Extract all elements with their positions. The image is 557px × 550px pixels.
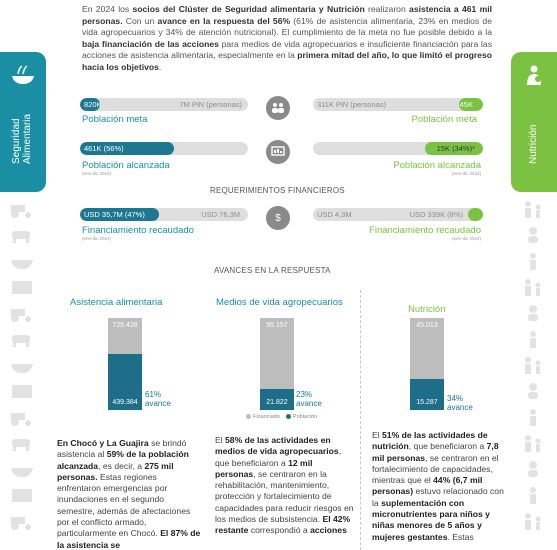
sa-fin-required: USD 76,3M bbox=[201, 210, 240, 219]
text-nutricion: El 51% de las actividades de nutrición, que beneficiaron a 7,8 mil personas, se centraron en el fortalecimiento de capacidades, mientras que el 44% (6,7 mil personas) estuvo relacionado con la suplementación con micronutrientes para niños y niñas menores de 5 años y mujeres gestantes. Estas bbox=[372, 430, 504, 542]
pct-medios: 23% avance bbox=[296, 390, 322, 408]
mother-child-icon bbox=[521, 64, 547, 86]
sa-meta-pin: 7M PiN (personas) bbox=[179, 100, 242, 109]
nut-fin-value: USD 4,3M bbox=[317, 210, 352, 219]
stack-reached-nutricion: 15.287 bbox=[410, 379, 444, 410]
people-icon bbox=[266, 96, 290, 120]
family-icon bbox=[519, 200, 547, 218]
person-icon bbox=[519, 330, 547, 348]
sa-fin-bar bbox=[80, 208, 248, 221]
tractor-icon bbox=[8, 408, 36, 426]
cow-icon bbox=[8, 226, 36, 244]
column-divider bbox=[360, 290, 361, 550]
sa-meta-value: 820K bbox=[84, 100, 102, 109]
bowl-icon bbox=[8, 252, 36, 270]
pct-asistencia: 61% avance bbox=[145, 390, 171, 408]
family-icon bbox=[519, 434, 547, 452]
tractor-icon bbox=[8, 512, 36, 530]
col-title-asistencia: Asistencia alimentaria bbox=[70, 297, 163, 308]
tractor-icon bbox=[8, 304, 36, 322]
avances-title: AVANCES EN LA RESPUESTA bbox=[214, 266, 331, 275]
nut-meta-bar bbox=[313, 98, 483, 111]
stack-financed-medios: 95.157 bbox=[260, 318, 294, 389]
tab-seguridad-alimentaria[interactable] bbox=[0, 52, 46, 192]
text-medios: El 58% de las actividades en medios de vida agropecuarios, que beneficiaron a 12 mil personas, se centraron en la rehabilitación, mantenimiento, protección y fortalecimiento de capacidades para reducir riesgos en los medios de subsistencia. El 42% restante correspondió a acciones bbox=[215, 435, 354, 536]
baby-icon bbox=[519, 226, 547, 244]
baby-icon bbox=[519, 382, 547, 400]
nut-fin-caption: Financiamiento recaudado bbox=[369, 225, 481, 236]
col-title-medios: Medios de vida agropecuarios bbox=[216, 297, 343, 308]
baby-icon bbox=[519, 304, 547, 322]
nut-reached-value: 15K (34%)* bbox=[436, 144, 475, 153]
crate-icon bbox=[8, 486, 36, 504]
col-title-nutricion: Nutrición bbox=[408, 304, 446, 315]
presentation-icon bbox=[266, 140, 290, 164]
stack-financed-asistencia: 725.428 bbox=[108, 318, 142, 354]
legend-reached: Población bbox=[286, 414, 317, 420]
tab-nutricion[interactable] bbox=[511, 52, 557, 192]
chart-legend bbox=[246, 414, 317, 420]
stack-nutricion bbox=[410, 318, 444, 410]
stack-medios bbox=[260, 318, 294, 410]
ghost-icons-left bbox=[8, 200, 36, 530]
crate-icon bbox=[8, 382, 36, 400]
sa-reached-note: (ene-dic 2024) bbox=[82, 171, 112, 176]
nut-reached-bar bbox=[313, 142, 483, 155]
bowl-icon bbox=[8, 356, 36, 374]
person-icon bbox=[519, 252, 547, 270]
sa-meta-bar bbox=[80, 98, 248, 111]
person-icon bbox=[519, 408, 547, 426]
baby-icon bbox=[519, 460, 547, 478]
stack-asistencia bbox=[108, 318, 142, 410]
tractor-icon bbox=[8, 200, 36, 218]
sa-fin-note: (ene-dic 2024) bbox=[82, 236, 112, 241]
family-icon bbox=[519, 512, 547, 530]
legend-financed: Financiado bbox=[246, 414, 280, 420]
financial-title: REQUERIMIENTOS FINANCIEROS bbox=[210, 186, 345, 195]
nut-fin-note: (ene-dic 2024) bbox=[451, 236, 481, 241]
ghost-icons-right bbox=[519, 200, 547, 530]
sa-reached-caption: Población alcanzada bbox=[82, 160, 170, 171]
family-icon bbox=[519, 278, 547, 296]
sa-meta-caption: Población meta bbox=[82, 114, 148, 125]
bowl-icon bbox=[8, 460, 36, 478]
money-bag-icon: $ bbox=[266, 206, 290, 230]
stack-reached-medios: 21.822 bbox=[260, 389, 294, 410]
intro-paragraph: En 2024 los socios del Clúster de Seguridad alimentaria y Nutrición realizaron asistencia a 461 mil personas. Con un avance en la respuesta del 56% (61% de asistencia alimentaria, 23% en medios de vida agropecuarios y 34% de atención nutricional). El cumplimiento de la meta no fue posible debido a la baja financiación de las acciones para medios de vida agropecuarios e insuficiente financiación para las acciones de asistencia alimentaria, especialmente en la primera mitad del año, lo que limitó el progreso hacia los objetivos. bbox=[82, 4, 493, 72]
left-sidebar bbox=[0, 0, 46, 550]
tab-label-nutricion: Nutrición bbox=[528, 124, 539, 164]
stack-reached-asistencia: 439.384 bbox=[108, 354, 142, 410]
nut-fin-bar bbox=[313, 208, 483, 221]
cow-icon bbox=[8, 434, 36, 452]
nut-meta-caption: Población meta bbox=[411, 114, 477, 125]
family-icon bbox=[519, 356, 547, 374]
right-sidebar bbox=[511, 0, 557, 550]
nut-reached-note: (ene-dic 2024) bbox=[451, 171, 481, 176]
stack-financed-nutricion: 45.013 bbox=[410, 318, 444, 379]
pct-nutricion: 34% avance bbox=[447, 394, 473, 412]
crate-icon bbox=[8, 278, 36, 296]
tab-label-seguridad: Seguridad Alimentaria bbox=[11, 113, 33, 164]
sa-fin-caption: Financiamiento recaudado bbox=[82, 225, 194, 236]
nut-meta-value: 45K bbox=[459, 100, 473, 109]
nut-fin-fill bbox=[468, 208, 483, 221]
sa-fin-value: USD 35,7M (47%) bbox=[84, 210, 145, 219]
nut-reached-caption: Población alcanzada bbox=[393, 160, 481, 171]
person-icon bbox=[519, 486, 547, 504]
sa-reached-bar bbox=[80, 142, 248, 155]
nut-meta-pin: 311K PiN (personas) bbox=[317, 100, 387, 109]
text-asistencia: En Chocó y La Guajira se brindó asistencia al 59% de la población alcanzada, es decir, a 275 mil personas. Estas regiones enfrentaron emergencias por inundaciones en el segundo semestre, además de afectaciones por el conflicto armado, particularmente en Chocó. El 87% de la asistencia se bbox=[57, 438, 201, 550]
sa-reached-value: 461K (56%) bbox=[84, 144, 124, 153]
cow-icon bbox=[8, 330, 36, 348]
nut-fin-required: USD 339K (8%) bbox=[409, 210, 463, 219]
